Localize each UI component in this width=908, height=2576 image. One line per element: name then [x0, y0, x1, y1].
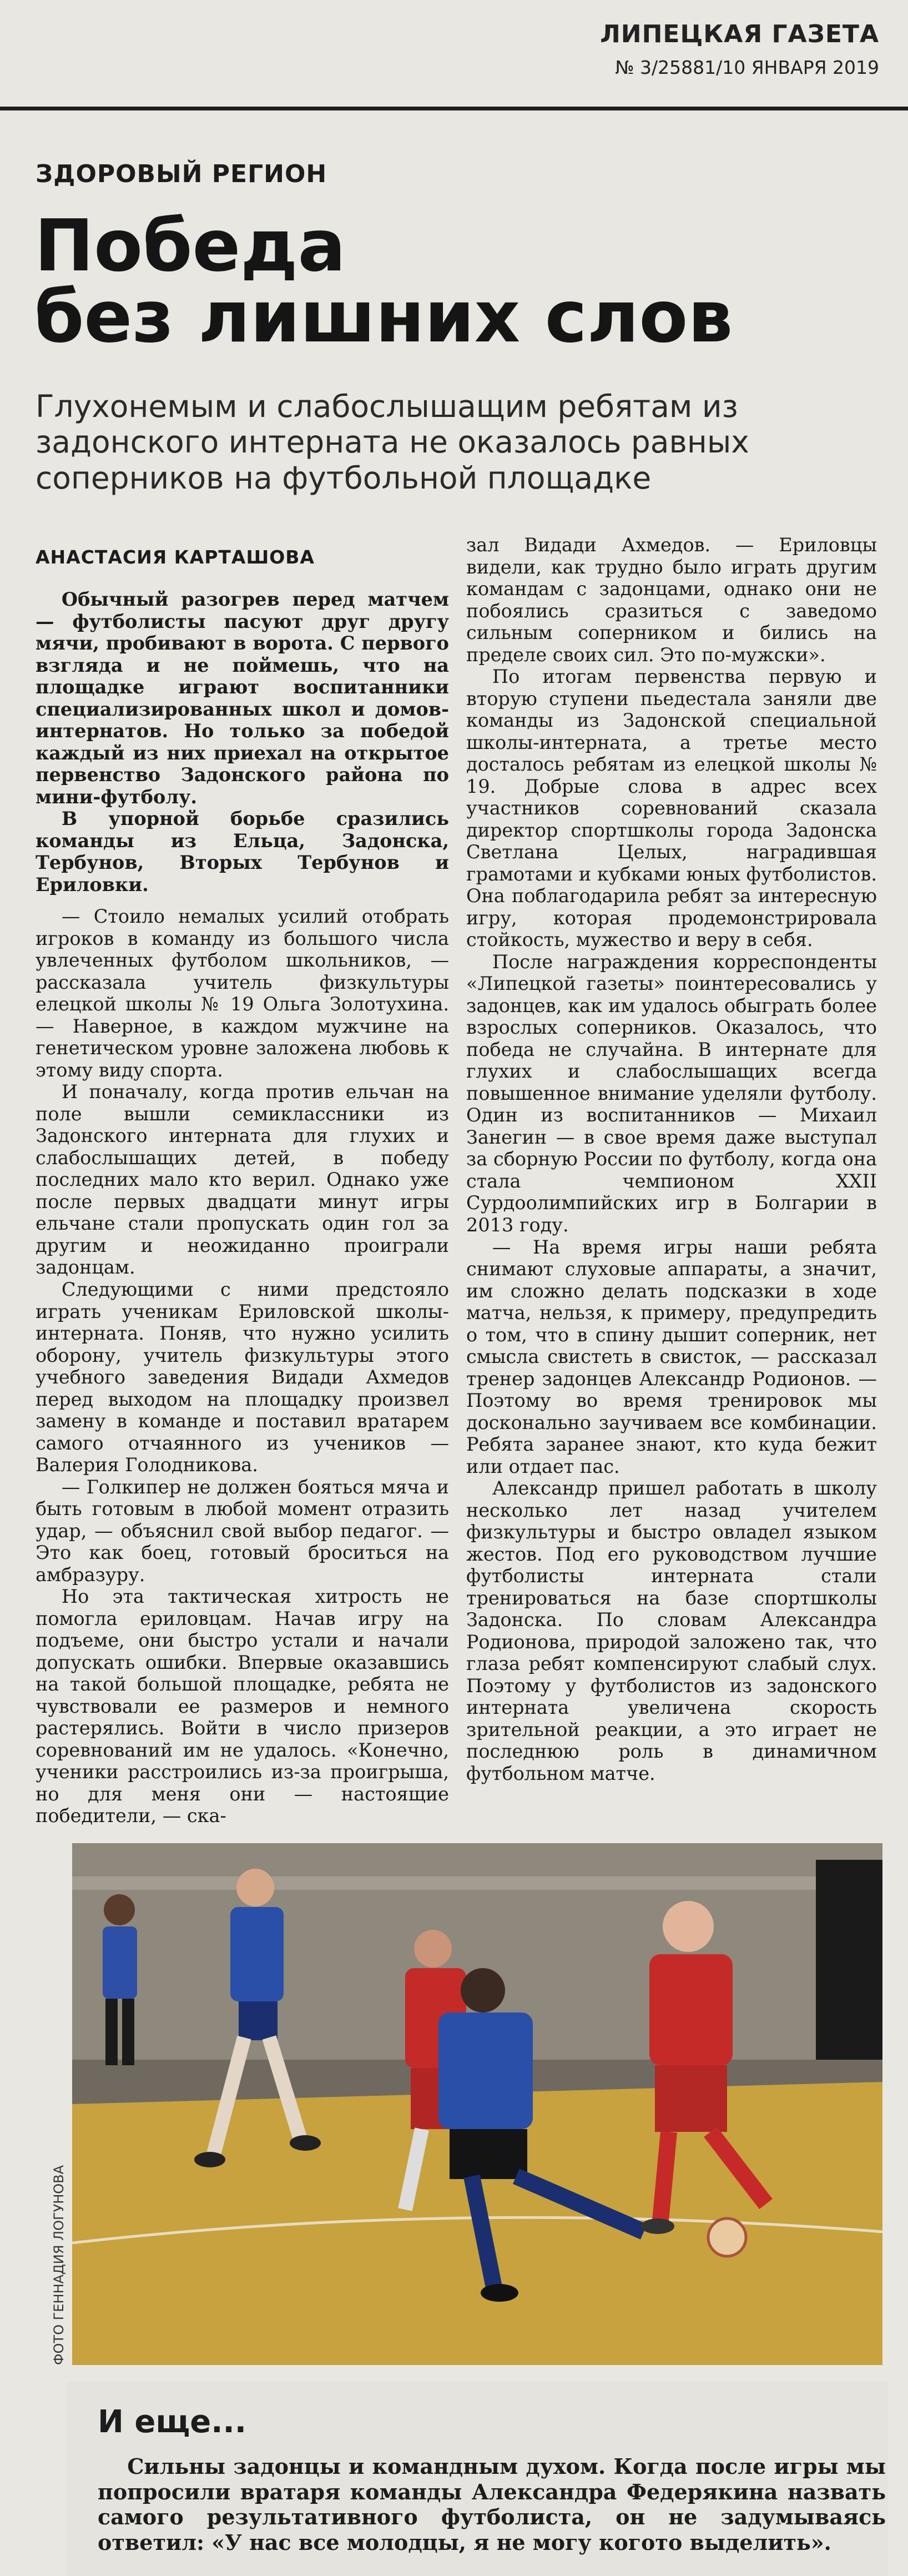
article-column-2	[466, 534, 877, 1784]
sidebar-title: И еще...	[98, 2404, 247, 2440]
article-column-1	[36, 588, 449, 1827]
sidebar-body	[98, 2454, 886, 2555]
newspaper-title: ЛИПЕЦКАЯ ГАЗЕТА	[600, 20, 879, 48]
section-rubric: ЗДОРОВЫЙ РЕГИОН	[36, 160, 327, 188]
issue-date: № 3/25881/10 ЯНВАРЯ 2019	[615, 57, 879, 78]
intro-paragraph: В упорной борьбе сразились команды из Ельца, Задонска, Тербунов, Вторых Тербунов и Ериловки.	[36, 808, 449, 895]
headline-line-2: без лишних слов	[34, 276, 733, 359]
article-author: АНАСТАСИЯ КАРТАШОВА	[36, 546, 315, 568]
intro-paragraph: Обычный разогрев перед матчем — футболисты пасуют друг другу мячи, пробивают в ворота. С первого взгляда и не поймешь, что на площадке играют воспитанники специализированных школ и домов-интернатов. Но только за победой каждый из них приехал на открытое первенство Задонского района по мини-футболу.	[36, 588, 449, 808]
body-paragraph: По итогам первенства первую и вторую ступени пьедестала заняли две команды из Задонской специальной школы-интерната, а третье место досталось ребятам из елецкой школы № 19. Добрые слова в адрес всех участников соревнований сказала директор спортшколы города Задонска Светлана Целых, наградившая грамотами и кубками юных футболистов. Она поблагодарила ребят за интересную игру, которая продемонстрировала стойкость, мужество и веру в себя.	[466, 666, 877, 951]
masthead	[33, 20, 879, 103]
body-paragraph: — Голкипер не должен бояться мяча и быть готовым в любой момент отразить удар, — объяснил свой выбор педагог. — Это как боец, готовый броситься на амбразуру.	[36, 1476, 449, 1586]
article-lead: Глухонемым и слабослышащим ребятам из задонского интерната не оказалось равных соперников на футбольной площадке	[36, 389, 749, 496]
article-headline	[34, 205, 811, 359]
body-paragraph: И поначалу, когда против ельчан на поле вышли семиклассники из Задонского интерната для глухих и слабослышащих детей, в победу последних мало кто верил. Однако уже после первых двадцати минут игры ельчане стали пропускать один гол за другим и неожиданно проиграли задонцам.	[36, 1081, 449, 1279]
body-paragraph: — Стоило немалых усилий отобрать игроков в команду из большого числа увлеченных футболом школьников, — рассказала учитель физкультуры елецкой школы № 19 Ольга Золотухина. — Наверное, в каждом мужчине на генетическом уровне заложена любовь к этому виду спорта.	[36, 905, 449, 1081]
sidebar-text: Сильны задонцы и командным духом. Когда после игры мы попросили вратаря команды Александра Федерякина назвать самого результативного футболиста, он не задумываясь ответил: «У нас все молодцы, я не могу когото выделить».	[98, 2454, 886, 2555]
body-paragraph: зал Видади Ахмедов. — Ериловцы видели, как трудно было играть другим командам с задонцами, однако они не побоялись сразиться с заведомо сильным соперником и бились на пределе своих сил. Это по-мужски».	[466, 534, 877, 666]
wall-stripe	[72, 1876, 882, 1890]
body-paragraph: Александр пришел работать в школу несколько лет назад учителем физкультуры и быстро овладел языком жестов. Под его руководством лучшие футболисты интерната стали тренироваться на базе спортшколы Задонска. По словам Александра Родионова, природой заложено так, что глаза ребят компенсируют слабый слух. Поэтому у футболистов из задонского интерната увеличена скорость зрительной реакции, а это играет не последнюю роль в динамичном футбольном матче.	[466, 1477, 877, 1784]
body-paragraph: Но эта тактическая хитрость не помогла ериловцам. Начав игру на подъеме, они быстро устали и начали допускать ошибки. Впервые оказавшись на такой большой площадке, ребята не чувствовали ее размеров и немного растерялись. Войти в число призеров соревнований им не удалось. «Конечно, ученики расстроились из-за проигрыша, но для меня они — настоящие победители, — ска-	[36, 1586, 449, 1827]
body-paragraph: Следующими с ними предстояло играть ученикам Ериловской школы-интерната. Поняв, что нужно усилить оборону, учитель физкультуры этого учебного заведения Видади Ахмедов перед выходом на площадку произвел замену в команде и поставил вратарем самого отчаянного из учеников — Валерия Голодникова.	[36, 1278, 449, 1476]
body-paragraph: После награждения корреспонденты «Липецкой газеты» поинтересовались у задонцев, как им удалось обыграть более взрослых соперников. Оказалось, что победа не случайна. В интернате для глухих и слабослышащих всегда повышенное внимание уделяли футболу. Один из воспитанников — Михаил Занегин — в свое время даже выступал за сборную России по футболу, когда она стала чемпионом XXII Сурдоолимпийских игр в Болгарии в 2013 году.	[466, 950, 877, 1236]
gym-doorway	[816, 1860, 882, 2093]
football-match-illustration	[72, 1843, 882, 2365]
football-ball	[708, 2218, 746, 2256]
photo-credit	[51, 2165, 71, 2365]
headline-line-1: Победа	[34, 205, 346, 288]
body-paragraph: — На время игры наши ребята снимают слуховые аппараты, а значит, им сложно делать подсказки в ходе матча, нельзя, к примеру, предупредить о том, что в спину дышит соперник, нет смысла свистеть в свисток, — рассказал тренер задонцев Александр Родионов. — Поэтому во время тренировок мы досконально заучиваем все комбинации. Ребята заранее знают, кто куда бежит или отдает пас.	[466, 1236, 877, 1477]
header-divider	[0, 107, 908, 110]
match-photo	[72, 1843, 882, 2365]
photo-credit-text: ФОТО ГЕННАДИЯ ЛОГУНОВА	[51, 2165, 67, 2365]
